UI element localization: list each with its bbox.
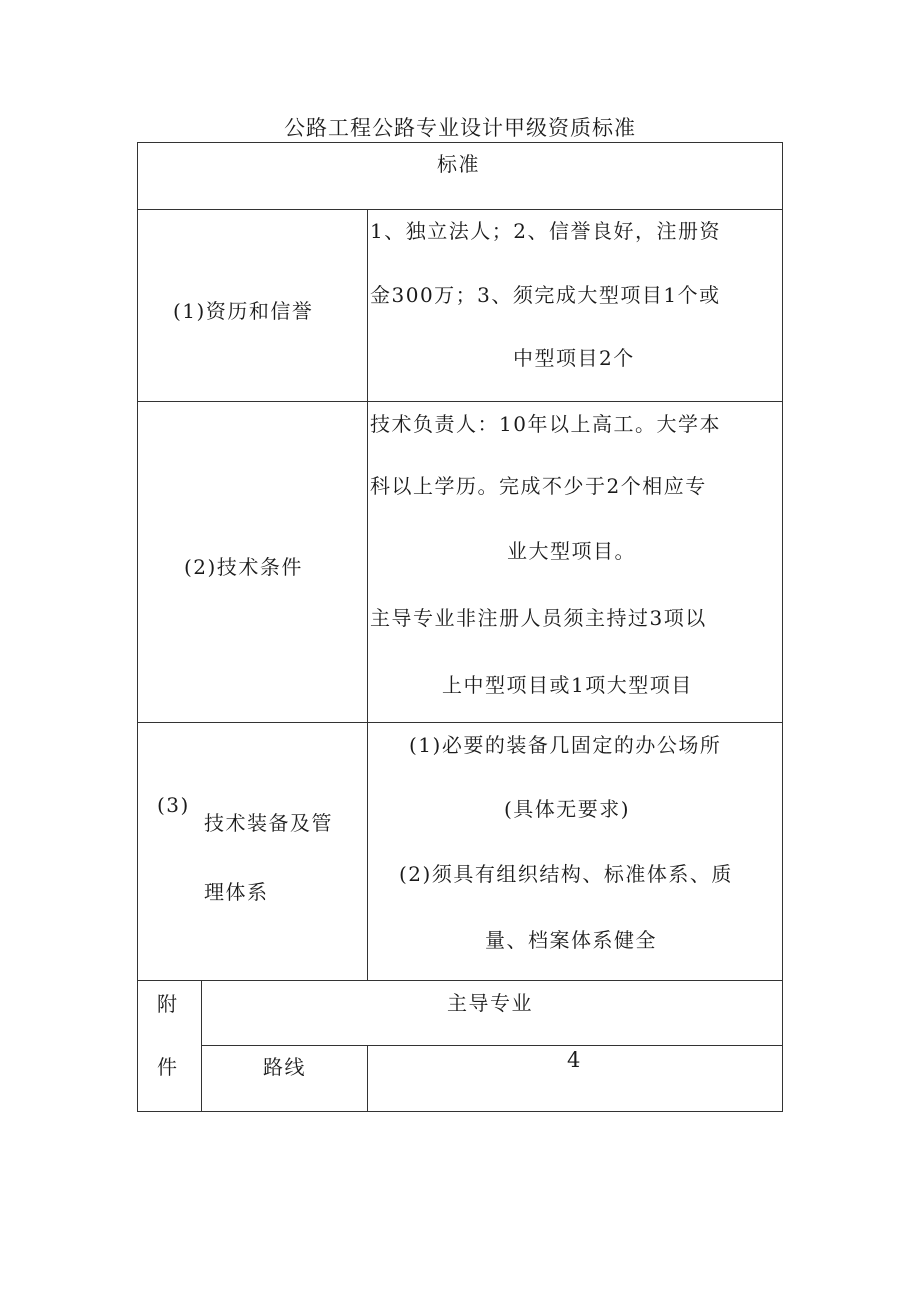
- row-label-line: 技术装备及管: [204, 811, 333, 835]
- row-label-technical: (2)技术条件: [184, 555, 303, 579]
- table-column-divider: [367, 209, 368, 980]
- row-text-line: 主导专业非注册人员须主持过3项以: [370, 606, 707, 630]
- route-label: 路线: [263, 1055, 306, 1079]
- row-text-line: 技术负责人：10年以上高工。大学本: [370, 412, 721, 436]
- table-rule: [137, 980, 783, 981]
- table-rule: [137, 209, 783, 210]
- row-text-line: 上中型项目或1项大型项目: [442, 673, 693, 697]
- row-text-line: 业大型项目。: [507, 539, 636, 563]
- row-label-qualification: (1)资历和信誉: [173, 299, 314, 323]
- table-rule: [201, 1045, 783, 1046]
- row-label-line: 理体系: [204, 880, 269, 904]
- document-title: 公路工程公路专业设计甲级资质标准: [284, 116, 636, 140]
- standards-table: [137, 142, 783, 1112]
- row-text-line: (1)必要的装备几固定的办公场所: [409, 733, 722, 757]
- route-value: 4: [567, 1048, 582, 1072]
- row-text-line: 金300万；3、须完成大型项目1个或: [370, 283, 721, 307]
- row-text-line: 量、档案体系健全: [485, 928, 657, 952]
- appendix-column-divider: [201, 980, 202, 1111]
- row-text-line: (具体无要求): [504, 797, 631, 821]
- table-header: 标准: [437, 152, 480, 176]
- row-label-number: (3): [157, 793, 190, 817]
- table-border-bottom: [137, 1111, 783, 1112]
- row-text-line: (2)须具有组织结构、标准体系、质: [399, 862, 733, 886]
- table-border-top: [137, 142, 783, 143]
- appendix-label-top: 附: [157, 992, 179, 1016]
- route-column-divider: [367, 1045, 368, 1111]
- row-text-line: 1、独立法人；2、信誉良好，注册资: [370, 219, 721, 243]
- table-rule: [137, 401, 783, 402]
- table-border-right: [782, 142, 783, 1112]
- row-text-line: 科以上学历。完成不少于2个相应专: [370, 474, 707, 498]
- table-rule: [137, 722, 783, 723]
- appendix-header: 主导专业: [447, 991, 533, 1015]
- table-border-left: [137, 142, 138, 1112]
- appendix-label-bottom: 件: [157, 1055, 179, 1079]
- row-text-line: 中型项目2个: [513, 346, 635, 370]
